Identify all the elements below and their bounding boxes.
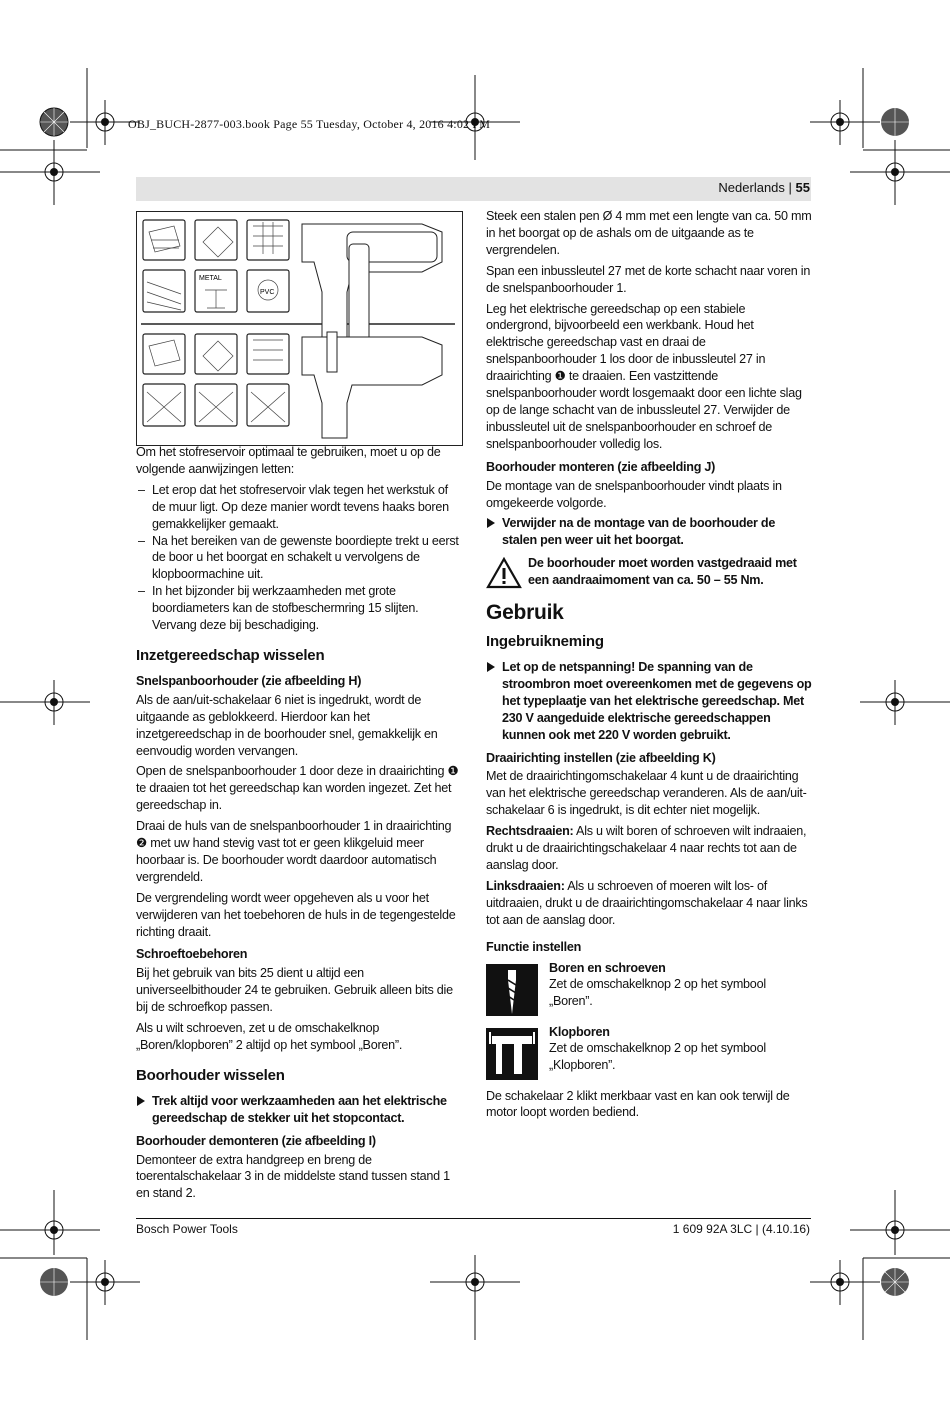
right-column: [486, 208, 812, 1125]
header-bar: [136, 177, 811, 201]
safety-instruction: [486, 659, 812, 744]
function-hammer-drilling: [486, 1024, 812, 1078]
text-left-rotation: Als u schroeven of moeren wilt los- of uitdraaien, drukt u de draairichtingomschakelaar 4 naar links tot aan de aanslag door.: [486, 878, 808, 927]
list-item: – Na het bereiken van de gewenste boordiepte trekt u eerst de boor u het boorgat en schakelt u vervolgens de klopboormachine uit.: [136, 533, 462, 584]
subheading-mount: Boorhouder monteren (zie afbeelding J): [486, 459, 716, 474]
paragraph: [486, 878, 812, 929]
footer-doc-number: 1 609 92A 3LC | (4.10.16): [672, 1222, 810, 1236]
drill-illustration: [137, 212, 462, 445]
label-right-rotation: Rechtsdraaien:: [486, 824, 574, 839]
warning-triangle-icon: [486, 557, 522, 589]
paragraph: Draai de huls van de snelspanboorhouder 1 in draairichting ❷ met uw hand stevig vast tot er geen klikgeluid meer hoorbaar is. De boorhouder wordt daardoor automatisch vergrendeld.: [136, 819, 452, 884]
dust-intro: Om het stofreservoir optimaal te gebruiken, moet u op de volgende aanwijzingen letten:: [136, 445, 441, 476]
safety-text: Let op de netspanning! De spanning van de stroombron moet overeenkomen met de gegevens op het typeplaatje van het elektrische gereedschap. Met 230 V aangeduide elektrische gereedschappen kunnen ook met 220 V worden gebruikt.: [502, 660, 812, 742]
paragraph: Als de aan/uit-schakelaar 6 niet is ingedrukt, wordt de uitgaande as geblokkeerd. Hierdoor kan het inzetgereedschap in de boorhouder snel, gemakkelijk en eenvoudig worden vervangen.: [136, 692, 438, 758]
paragraph: Open de snelspanboorhouder 1 door deze in draairichting ❶ te draaien tot het gereedschap kan worden ingezet. Zet het gereedschap in.: [136, 764, 459, 813]
footer-rule: [136, 1218, 811, 1219]
function-drilling: [486, 960, 812, 1014]
subheading-demount: Boorhouder demonteren (zie afbeelding I): [136, 1133, 376, 1148]
safety-text: Verwijder na de montage van de boorhouder de stalen pen weer uit het boorgat.: [502, 516, 776, 548]
list-item: – In het bijzonder bij werkzaamheden met grote boordiameters kan de stofbeschermring 15 slijten. Vervang deze bij beschadiging.: [136, 583, 462, 634]
arrow-icon: [137, 1096, 145, 1106]
safety-text: Trek altijd voor werkzaamheden aan het elektrische gereedschap de stekker uit het stopcontact.: [152, 1093, 447, 1125]
paragraph: Met de draairichtingomschakelaar 4 kunt u de draairichting van het elektrische gereedschap veranderen. Als de aan/uit-schakelaar 6 is ingedrukt, is dit echter niet mogelijk.: [486, 769, 807, 818]
dust-tips-list: [136, 482, 462, 634]
drill-bit-icon: [486, 964, 538, 1016]
paragraph: Steek een stalen pen Ø 4 mm met een lengte van ca. 50 mm in het boorgat op de ashals om de uitgaande as te vergrendelen.: [486, 209, 812, 257]
subheading-screw-accessories: Schroeftoebehoren: [136, 947, 248, 962]
subheading-direction: Draairichting instellen (zie afbeelding K): [486, 750, 716, 765]
section-heading-change-chuck: Boorhouder wisselen: [136, 1066, 285, 1084]
subheading-chuck: Snelspanboorhouder (zie afbeelding H): [136, 673, 362, 688]
function-text: Zet de omschakelknop 2 op het symbool „Klopboren”.: [549, 1041, 766, 1073]
paragraph: Als u wilt schroeven, zet u de omschakelknop „Boren/klopboren” 2 altijd op het symbool „Boren”.: [136, 1021, 403, 1052]
page-header: Nederlands | 55: [718, 180, 810, 195]
function-text: Zet de omschakelknop 2 op het symbool „Boren”.: [549, 977, 766, 1009]
section-heading-startup: Ingebruikneming: [486, 633, 604, 651]
warning-text: De boorhouder moet worden vastgedraaid met een aandraaimoment van ca. 50 – 55 Nm.: [528, 556, 797, 588]
arrow-icon: [487, 518, 495, 528]
chapter-heading-use: Gebruik: [486, 601, 564, 625]
paragraph: De schakelaar 2 klikt merkbaar vast en kan ook terwijl de motor loopt worden bediend.: [486, 1088, 790, 1120]
header-language: Nederlands: [718, 180, 785, 195]
hammer-drill-icon: [486, 1028, 538, 1080]
figure-dust-collector: [136, 211, 463, 446]
footer-brand: Bosch Power Tools: [136, 1222, 238, 1236]
left-column: [136, 444, 462, 1206]
subheading-function: Functie instellen: [486, 939, 582, 954]
safety-instruction: [486, 515, 812, 549]
label-left-rotation: Linksdraaien:: [486, 878, 565, 893]
paragraph: [486, 823, 812, 874]
paragraph: De vergrendeling wordt weer opgeheven als u voor het verwijderen van het toebehoren de huls in de tegengestelde richting draait.: [136, 890, 456, 939]
print-info-line: OBJ_BUCH-2877-003.book Page 55 Tuesday, October 4, 2016 4:02 PM: [128, 117, 491, 131]
arrow-icon: [487, 662, 495, 672]
paragraph: Bij het gebruik van bits 25 dient u altijd een universeelbithouder 24 te gebruiken. Gebruik alleen bits die bij de schroefkop passen.: [136, 966, 453, 1015]
metal-label: METAL: [199, 275, 222, 282]
paragraph: Leg het elektrische gereedschap op een stabiele ondergrond, bijvoorbeeld een werkbank. Houd het elektrische gereedschap vast en draai de snelspanboorhouder 1 los door de inbussleutel 27 in draairichting ❶ te draaien. Een vastzittende snelspanboorhouder wordt losgemaakt door een lichte slag op de lange schacht van de inbussleutel 27. Verwijder de inbussleutel uit de snelspanboorhouder en schroef de snelspanboorhouder volledig los.: [486, 301, 802, 451]
text-right-rotation: Als u wilt boren of schroeven wilt indraaien, drukt u de draairichtingschakelaar 4 naar rechts tot aan de aanslag door.: [486, 824, 807, 872]
paragraph: Demonteer de extra handgreep en breng de toerentalschakelaar 3 in de middelste stand tussen stand 1 en stand 2.: [136, 1152, 450, 1201]
section-heading-insert-tool: Inzetgereedschap wisselen: [136, 646, 325, 664]
page-number: 55: [795, 180, 810, 195]
function-title: Klopboren: [549, 1024, 610, 1039]
warning-block: [486, 555, 812, 591]
paragraph: De montage van de snelspanboorhouder vindt plaats in omgekeerde volgorde.: [486, 478, 782, 510]
safety-instruction: [136, 1093, 462, 1127]
list-item: – Let erop dat het stofreservoir vlak tegen het werkstuk of de muur ligt. Op deze manier wordt tevens haaks boren gemakkelijker gemaakt.: [136, 482, 462, 533]
function-title: Boren en schroeven: [549, 960, 666, 975]
paragraph: Span een inbussleutel 27 met de korte schacht naar voren in de snelspanboorhouder 1.: [486, 263, 811, 295]
pvc-label: PVC: [260, 289, 275, 296]
